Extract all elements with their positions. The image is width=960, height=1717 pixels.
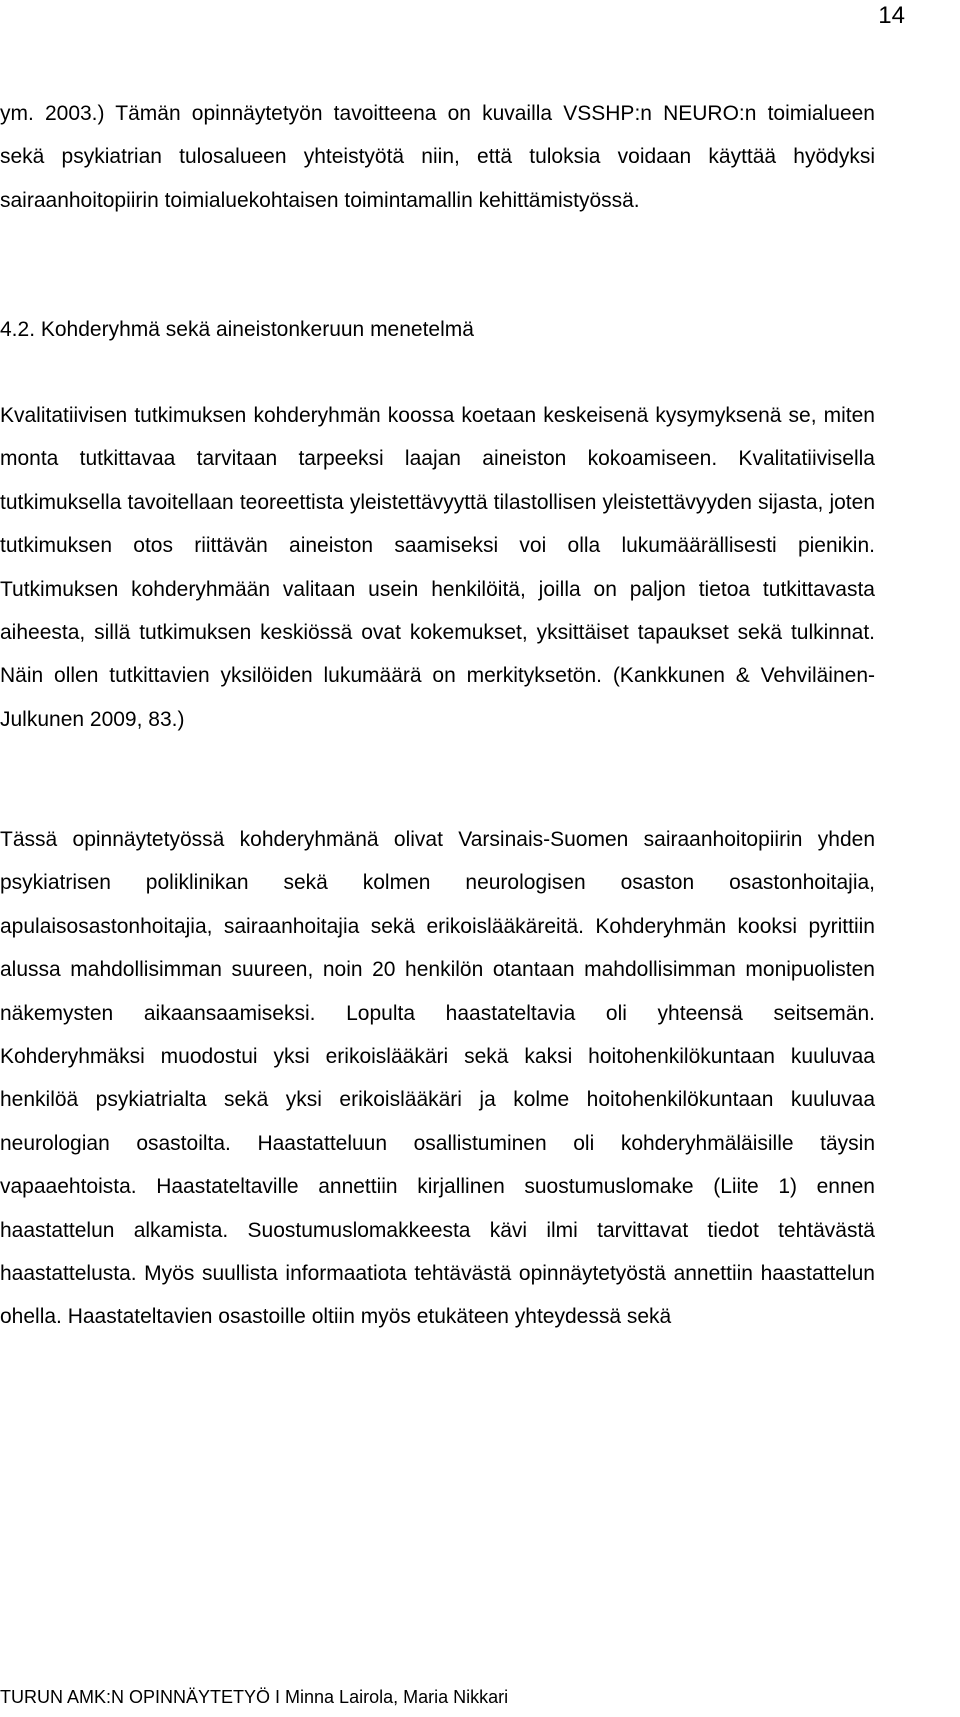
- page-number: 14: [878, 2, 905, 29]
- page-footer: TURUN AMK:N OPINNÄYTETYÖ I Minna Lairola, Maria Nikkari: [0, 1687, 509, 1707]
- body-paragraph-2: Kvalitatiivisen tutkimuksen kohderyhmän koossa koetaan keskeisenä kysymyksenä se, miten monta tutkittavaa tarvitaan tarpeeksi laajan aineiston kokoamiseen. Kvalitatiivisella tutkimuksella tavoitellaan teoreettista yleistettävyyttä tilastollisen yleistettävyyden sijasta, joten tutkimuksen otos riittävän aineiston saamiseksi voi olla lukumäärällisesti pienikin. Tutkimuksen kohderyhmään valitaan usein henkilöitä, joilla on paljon tietoa tutkittavasta aiheesta, sillä tutkimuksen keskiössä ovat kokemukset, yksittäiset tapaukset sekä tulkinnat. Näin ollen tutkittavien yksilöiden lukumäärä on merkityksetön. (Kankkunen & Vehviläinen-Julkunen 2009, 83.): [0, 404, 875, 731]
- section-heading: 4.2. Kohderyhmä sekä aineistonkeruun menetelmä: [0, 318, 474, 341]
- body-paragraph-3: Tässä opinnäytetyössä kohderyhmänä olivat Varsinais-Suomen sairaanhoitopiirin yhden psykiatrisen poliklinikan sekä kolmen neurologisen osaston osastonhoitajia, apulaisosastonhoitajia, sairaanhoitajia sekä erikoislääkäreitä. Kohderyhmän kooksi pyrittiin alussa mahdollisimman suureen, noin 20 henkilön otantaan mahdollisimman monipuolisten näkemysten aikaansaamiseksi. Lopulta haastateltavia oli yhteensä seitsemän. Kohderyhmäksi muodostui yksi erikoislääkäri sekä kaksi hoitohenkilökuntaan kuuluvaa henkilöä psykiatrialta sekä yksi erikoislääkäri ja kolme hoitohenkilökuntaan kuuluvaa neurologian osastoilta. Haastatteluun osallistuminen oli kohderyhmäläisille täysin vapaaehtoista. Haastateltaville annettiin kirjallinen suostumuslomake (Liite 1) ennen haastattelun alkamista. Suostumuslomakkeesta kävi ilmi tarvittavat tiedot tehtävästä haastattelusta. Myös suullista informaatiota tehtävästä opinnäytetyöstä annettiin haastattelun ohella. Haastateltavien osastoille oltiin myös etukäteen yhteydessä sekä: [0, 828, 875, 1329]
- body-paragraph-1: ym. 2003.) Tämän opinnäytetyön tavoitteena on kuvailla VSSHP:n NEURO:n toimialueen sekä psykiatrian tulosalueen yhteistyötä niin, että tuloksia voidaan käyttää hyödyksi sairaanhoitopiirin toimialuekohtaisen toimintamallin kehittämistyössä.: [0, 102, 875, 212]
